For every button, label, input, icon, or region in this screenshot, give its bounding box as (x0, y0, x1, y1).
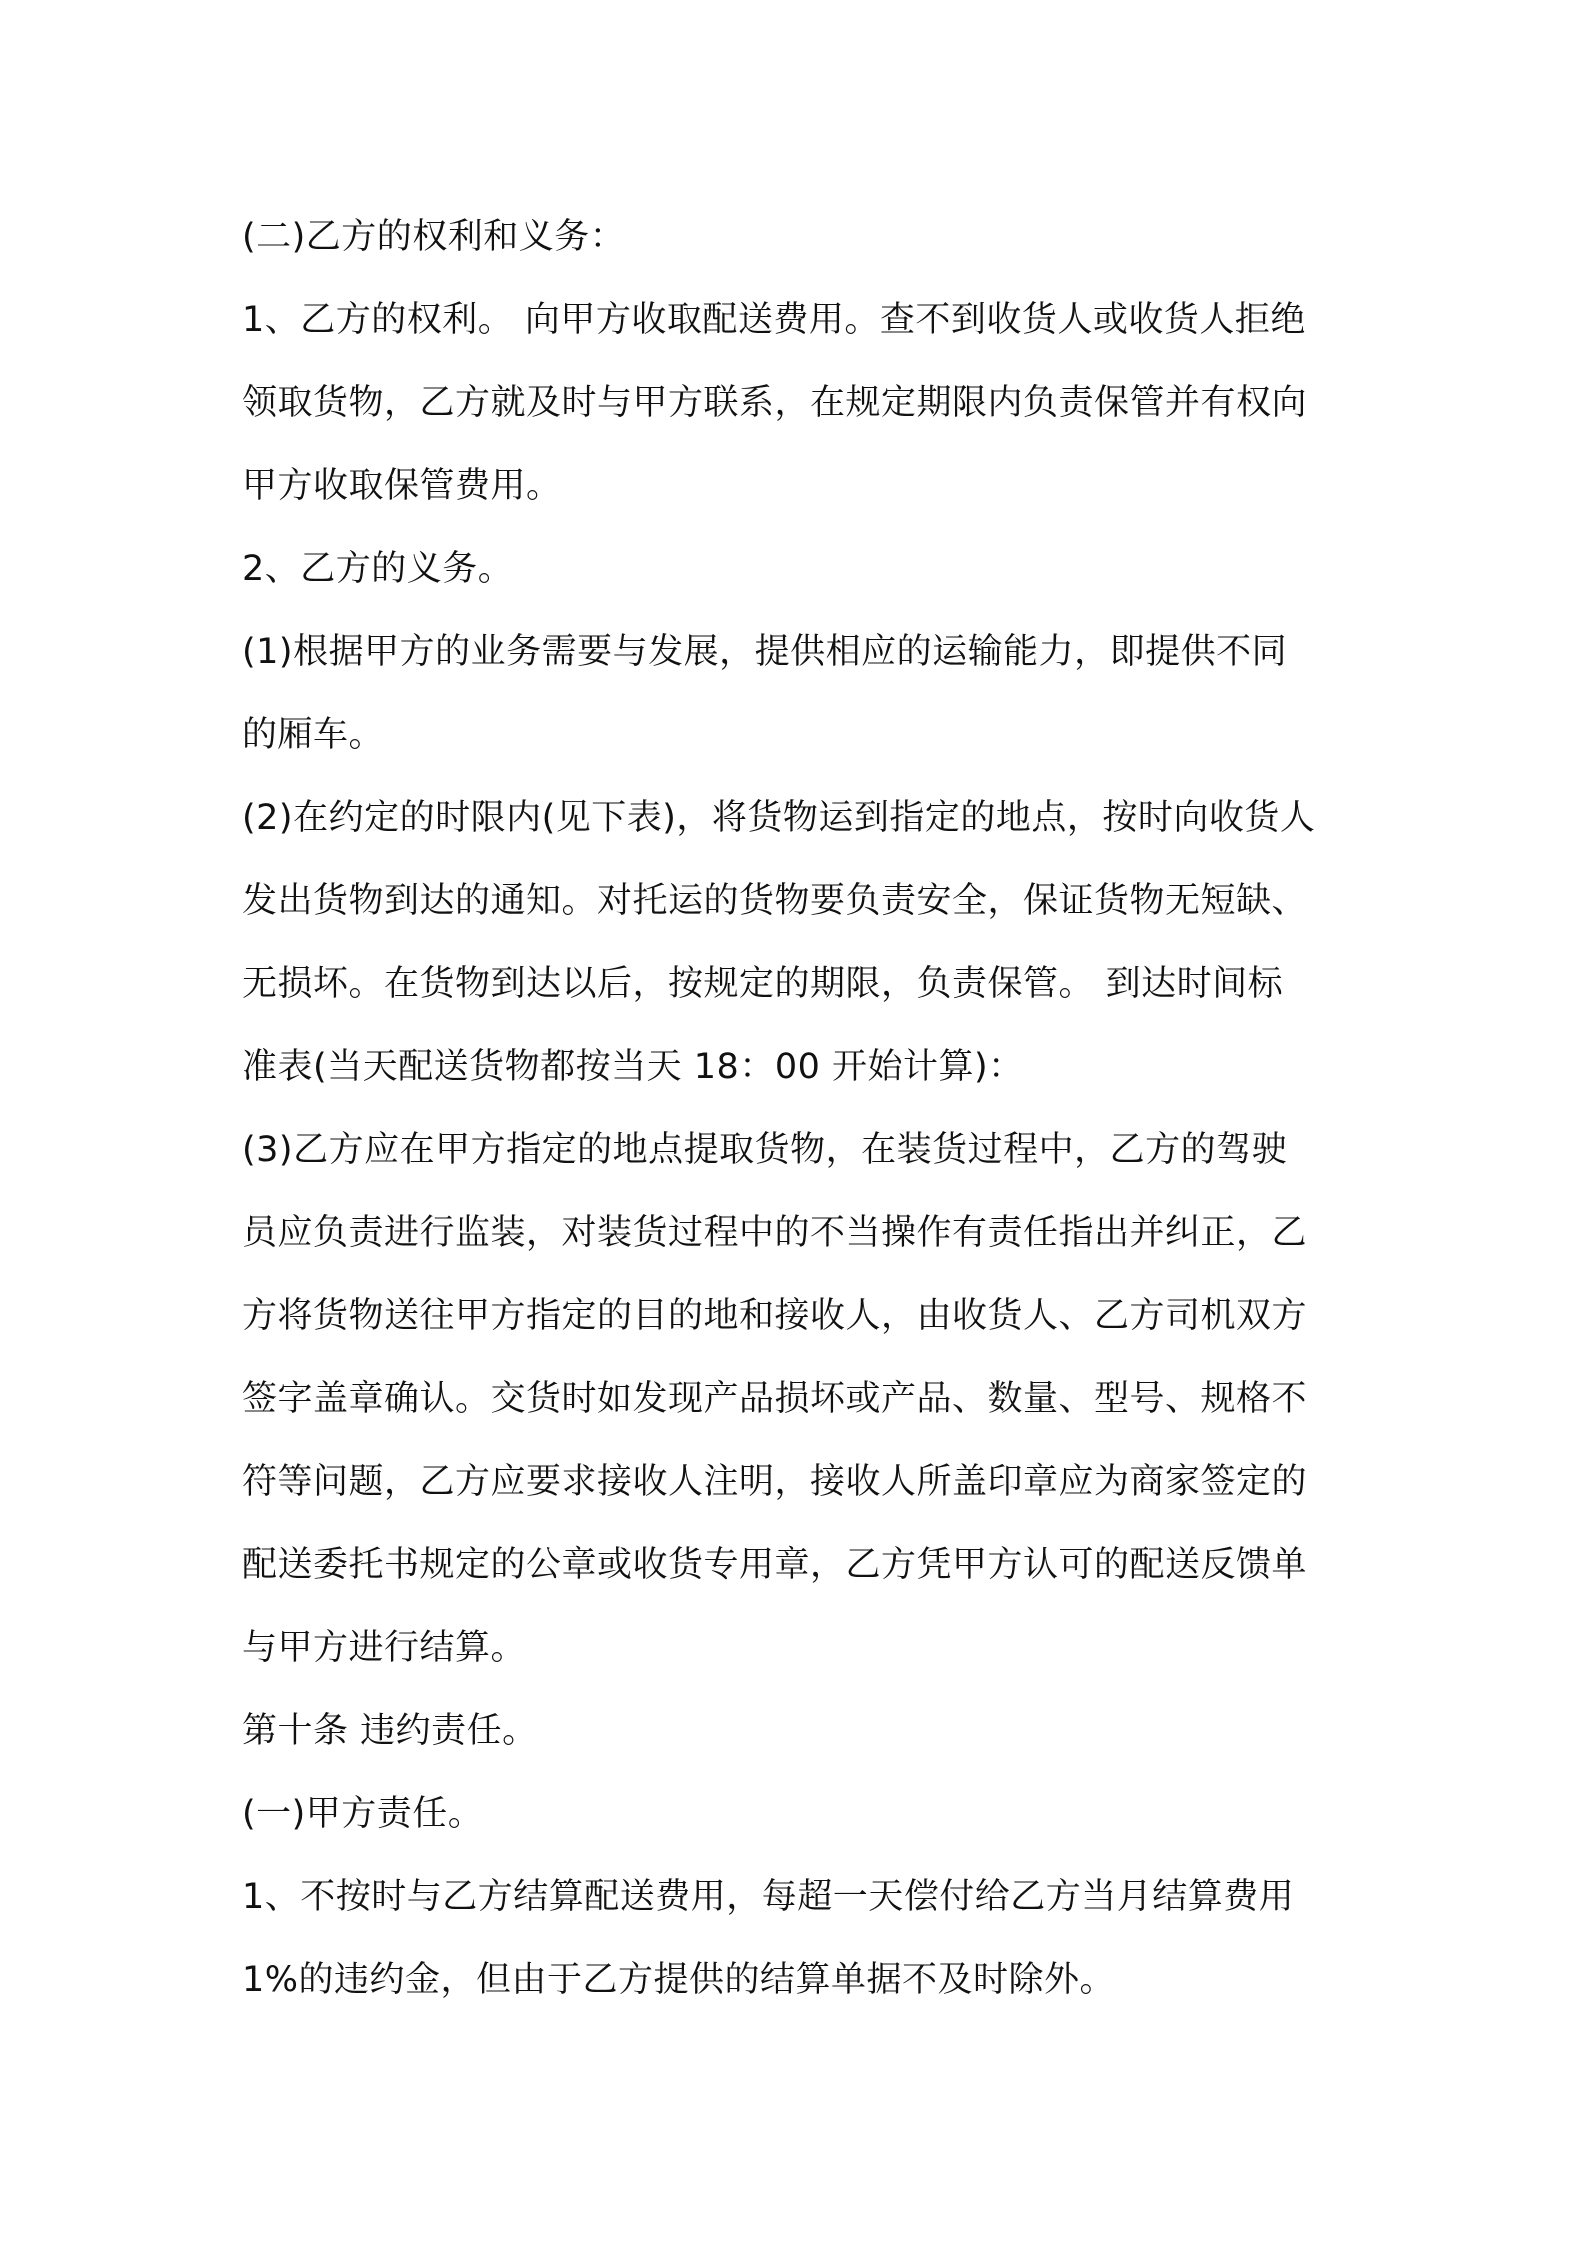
text-line: (3)乙方应在甲方指定的地点提取货物，在装货过程中，乙方的驾驶 (242, 1130, 1288, 1170)
article-heading-breach-liability (242, 1690, 1354, 1773)
text-line: 签字盖章确认。交货时如发现产品损坏或产品、数量、型号、规格不 (242, 1379, 1308, 1419)
section-heading-party-b-rights-obligations (242, 196, 1354, 279)
text-line: (二)乙方的权利和义务： (242, 217, 626, 257)
text-line: 2、乙方的义务。 (242, 549, 514, 589)
text-line: 领取货物，乙方就及时与甲方联系，在规定期限内负责保管并有权向 (242, 383, 1308, 423)
text-line: (一)甲方责任。 (242, 1794, 484, 1834)
paragraph-obligation-1 (242, 611, 1354, 777)
text-line: 发出货物到达的通知。对托运的货物要负责安全，保证货物无短缺、 (242, 881, 1308, 921)
text-line: 配送委托书规定的公章或收货专用章，乙方凭甲方认可的配送反馈单 (242, 1545, 1308, 1585)
paragraph-party-a-liability-1 (242, 1856, 1354, 2022)
text-line: 甲方收取保管费用。 (242, 466, 562, 506)
paragraph-party-b-obligations-heading (242, 528, 1354, 611)
text-line: 员应负责进行监装，对装货过程中的不当操作有责任指出并纠正，乙 (242, 1213, 1308, 1253)
text-line: 与甲方进行结算。 (242, 1628, 527, 1668)
text-line: 的厢车。 (242, 715, 385, 755)
text-line: 准表(当天配送货物都按当天 18：00 开始计算)： (242, 1047, 1024, 1087)
text-line: 第十条 违约责任。 (242, 1711, 538, 1751)
text-line: 1、不按时与乙方结算配送费用，每超一天偿付给乙方当月结算费用 (242, 1877, 1295, 1917)
document-body (242, 196, 1354, 2022)
paragraph-obligation-3 (242, 1109, 1354, 1690)
paragraph-obligation-2 (242, 777, 1354, 1109)
section-heading-party-a-liability (242, 1773, 1354, 1856)
text-line: (2)在约定的时限内(见下表)，将货物运到指定的地点，按时向收货人 (242, 798, 1316, 838)
text-line: 无损坏。在货物到达以后，按规定的期限，负责保管。 到达时间标 (242, 964, 1284, 1004)
text-line: 1、乙方的权利。 向甲方收取配送费用。查不到收货人或收货人拒绝 (242, 300, 1306, 340)
text-line: 方将货物送往甲方指定的目的地和接收人，由收货人、乙方司机双方 (242, 1296, 1308, 1336)
text-line: 1%的违约金，但由于乙方提供的结算单据不及时除外。 (242, 1960, 1116, 2000)
text-line: (1)根据甲方的业务需要与发展，提供相应的运输能力，即提供不同 (242, 632, 1288, 672)
text-line: 符等问题，乙方应要求接收人注明，接收人所盖印章应为商家签定的 (242, 1462, 1308, 1502)
paragraph-party-b-rights (242, 279, 1354, 528)
